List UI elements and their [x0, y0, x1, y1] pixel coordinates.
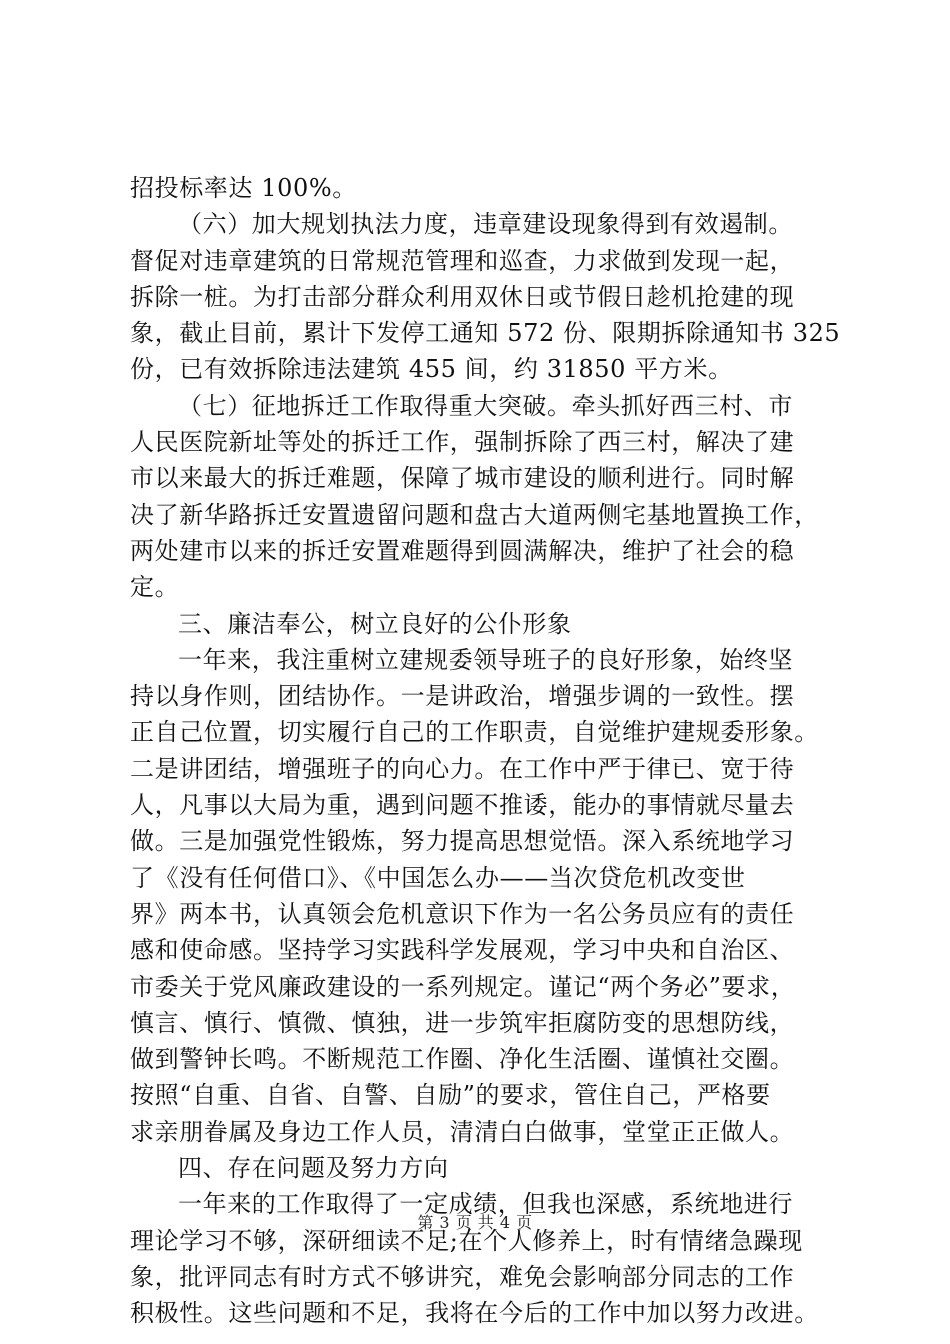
- text-line: 决了新华路拆迁安置遗留问题和盘古大道两侧宅基地置换工作，: [130, 500, 819, 529]
- text-line: 一年来，我注重树立建规委领导班子的良好形象，始终坚: [178, 645, 793, 674]
- text-line: 份，已有效拆除违法建筑 455 间，约 31850 平方米。: [130, 355, 733, 384]
- document-body: [130, 170, 842, 1332]
- text-line: 三、廉洁奉公，树立良好的公仆形象: [178, 609, 572, 638]
- text-line: 持以身作则，团结协作。一是讲政治，增强步调的一致性。摆: [130, 682, 795, 711]
- text-line: 理论学习不够，深研细读不足;在个人修养上，时有情绪急躁现: [130, 1226, 803, 1255]
- text-line: 界》两本书，认真领会危机意识下作为一名公务员应有的责任: [130, 899, 795, 928]
- text-line: 按照“自重、自省、自警、自励”的要求，管住自己，严格要: [130, 1081, 771, 1110]
- text-line: 四、存在问题及努力方向: [178, 1154, 449, 1183]
- text-line: 一年来的工作取得了一定成绩，但我也深感，系统地进行: [178, 1190, 793, 1219]
- text-line: 二是讲团结，增强班子的向心力。在工作中严于律已、宽于待: [130, 754, 795, 783]
- text-line: 慎言、慎行、慎微、慎独，进一步筑牢拒腐防变的思想防线，: [130, 1008, 795, 1037]
- text-line: 了《没有任何借口》、《中国怎么办——当次贷危机改变世: [130, 863, 746, 892]
- text-line: （七）征地拆迁工作取得重大突破。牵头抓好西三村、市: [178, 391, 793, 420]
- text-line: 象，批评同志有时方式不够讲究，难免会影响部分同志的工作: [130, 1262, 795, 1291]
- text-line: 督促对违章建筑的日常规范管理和巡查，力求做到发现一起，: [130, 246, 795, 275]
- text-line: 两处建市以来的拆迁安置难题得到圆满解决，维护了社会的稳: [130, 536, 795, 565]
- text-line: 感和使命感。坚持学习实践科学发展观，学习中央和自治区、: [130, 936, 795, 965]
- text-line: 正自己位置，切实履行自己的工作职责，自觉维护建规委形象。: [130, 718, 819, 747]
- text-line: 做到警钟长鸣。不断规范工作圈、净化生活圈、谨慎社交圈。: [130, 1045, 795, 1074]
- page-footer: 第 3 页 共 4 页: [417, 1213, 533, 1232]
- text-line: 求亲朋眷属及身边工作人员，清清白白做事，堂堂正正做人。: [130, 1117, 795, 1146]
- text-line: 做。三是加强党性锻炼，努力提高思想觉悟。深入系统地学习: [130, 827, 795, 856]
- text-line: 人，凡事以大局为重，遇到问题不推诿，能办的事情就尽量去: [130, 791, 795, 820]
- text-line: 象，截止目前，累计下发停工通知 572 份、限期拆除通知书 325: [130, 319, 841, 348]
- text-line: 积极性。这些问题和不足，我将在今后的工作中加以努力改进。: [130, 1299, 819, 1328]
- text-line: 招投标率达 100%。: [130, 174, 357, 202]
- text-line: 市以来最大的拆迁难题，保障了城市建设的顺利进行。同时解: [130, 464, 795, 493]
- text-line: 拆除一桩。为打击部分群众利用双休日或节假日趁机抢建的现: [130, 282, 795, 311]
- text-line: 市委关于党风廉政建设的一系列规定。谨记“两个务必”要求，: [130, 972, 796, 1001]
- text-line: 定。: [130, 573, 180, 602]
- text-line: 人民医院新址等处的拆迁工作，强制拆除了西三村，解决了建: [130, 428, 795, 457]
- text-line: （六）加大规划执法力度，违章建设现象得到有效遏制。: [178, 210, 793, 239]
